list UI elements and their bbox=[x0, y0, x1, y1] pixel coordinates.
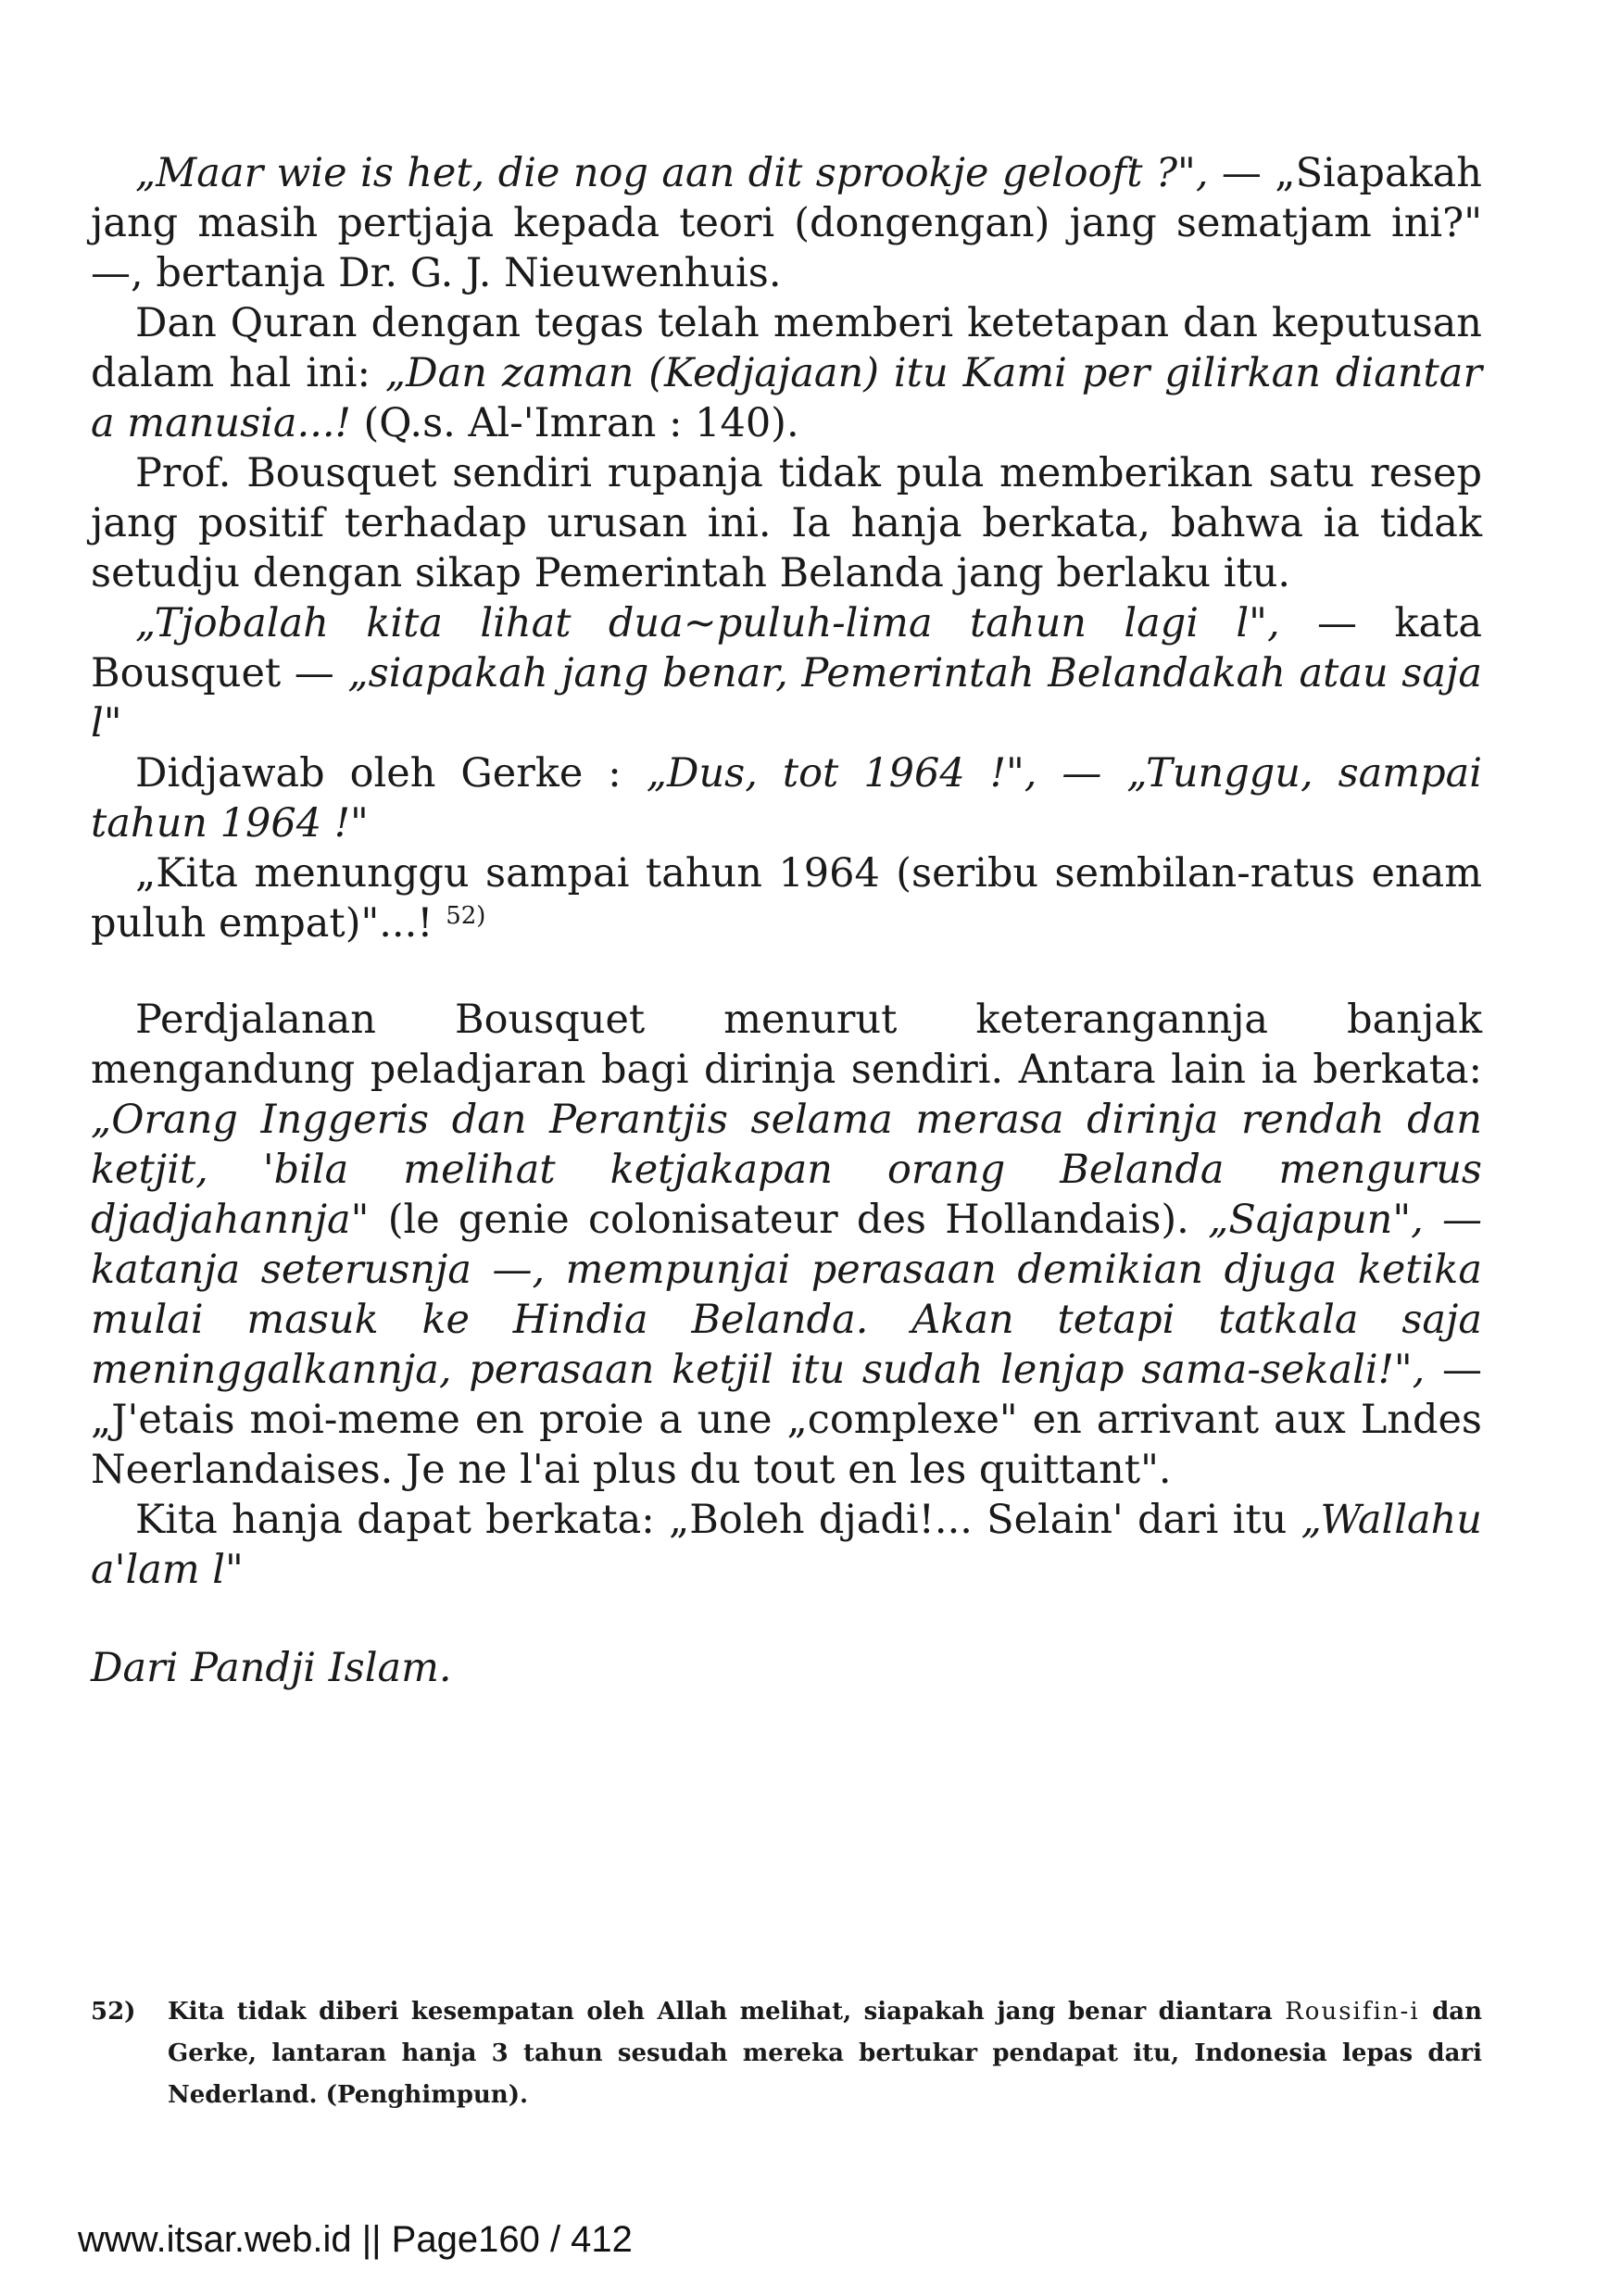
paragraph-text: (le genie colonisateur des Hollandais). bbox=[369, 1197, 1209, 1243]
paragraph-text: — „Siapakah jang masih pertjaja kepada teori (dongengan) jang sematjam ini?" —, bertanja Dr. G. J. Nieuwenhuis. bbox=[91, 150, 1482, 296]
quote-italic: „siapakah jang benar, Pemerintah Belandakah atau saja l" bbox=[91, 650, 1482, 747]
footnote-text: Kita tidak diberi kesempatan oleh Allah melihat, siapakah jang benar diantara bbox=[168, 1998, 1286, 2026]
quote-italic: „Orang Inggeris dan Perantjis selama merasa dirinja rendah dan ketjit, 'bila melihat ketjakapan orang Belanda mengurus djadjahannja" bbox=[91, 1097, 1482, 1243]
paragraph-1 bbox=[91, 148, 1482, 298]
paragraph-text: „Kita menunggu sampai tahun 1964 (seribu sembilan-ratus enam puluh empat)"...! bbox=[91, 850, 1482, 947]
quote-italic: „Tjobalah kita lihat dua~puluh-lima tahun lagi l", bbox=[135, 600, 1280, 646]
paragraph-gap bbox=[91, 948, 1482, 995]
quote-italic: „Wallahu a'lam l" bbox=[91, 1497, 1482, 1593]
quran-reference: (Q.s. Al-'Imran : 140). bbox=[350, 400, 799, 446]
footnote-reference: 52) bbox=[446, 902, 486, 930]
footnote-text: dan Gerke, lantaran hanja 3 tahun sesudah mereka bertukar pendapat itu, Indonesia lepas dari Nederland. (Penghimpun). bbox=[168, 1998, 1483, 2109]
page-body bbox=[91, 148, 1482, 1733]
source-signature: Dari Pandji Islam. bbox=[91, 1645, 452, 1691]
paragraph-6 bbox=[91, 848, 1482, 948]
paragraph-8 bbox=[91, 1495, 1482, 1595]
quote-italic: „Sajapun", — katanja seterusnja —, mempunjai perasaan demikian djuga ketika mulai masuk ke Hindia Belanda. Akan tetapi tatkala saja meninggalkannja, perasaan ketjil itu sudah lenjap sama-sekali!", bbox=[91, 1197, 1482, 1393]
paragraph-text: Kita hanja dapat berkata: „Boleh djadi!... Selain' dari itu bbox=[135, 1497, 1301, 1543]
quote-italic: „Dus, tot 1964 !", — „Tunggu, sampai tahun 1964 !" bbox=[91, 750, 1482, 847]
footnote bbox=[91, 1991, 1482, 2116]
paragraph-text: Didjawab oleh Gerke : bbox=[135, 750, 647, 797]
paragraph-text: — kata Bousquet — bbox=[91, 600, 1482, 696]
quran-quote: „Dan zaman (Kedjajaan) itu Kami per gilirkan diantar a manusia...! bbox=[91, 350, 1482, 446]
page-footer: www.itsar.web.id || Page160 / 412 bbox=[78, 2219, 633, 2260]
paragraph-2 bbox=[91, 298, 1482, 448]
paragraph-text: Prof. Bousquet sendiri rupanja tidak pula memberikan satu resep jang positif terhadap urusan ini. Ia hanja berkata, bahwa ia tidak setudju dengan sikap Pemerintah Belanda jang berlaku itu. bbox=[91, 450, 1482, 596]
paragraph-text: Dan Quran dengan tegas telah memberi ketetapan dan keputusan dalam hal ini: bbox=[91, 300, 1482, 396]
paragraph-text: Perdjalanan Bousquet menurut keterangannja banjak mengandung peladjaran bagi dirinja sendiri. Antara lain ia berkata: bbox=[91, 997, 1482, 1093]
footnote-name: Rousifin-i bbox=[1285, 1998, 1420, 2026]
paragraph-7 bbox=[91, 995, 1482, 1495]
paragraph-3 bbox=[91, 448, 1482, 598]
paragraph-4 bbox=[91, 598, 1482, 748]
paragraph-text: — „J'etais moi-meme en proie a une „complexe" en arrivant aux Lndes Neerlandaises. Je ne l'ai plus du tout en les quittant". bbox=[91, 1347, 1482, 1493]
quote-italic: „Maar wie is het, die nog aan dit sprookje gelooft ?", bbox=[135, 150, 1209, 196]
footnote-number: 52) bbox=[91, 1998, 136, 2026]
paragraph-5 bbox=[91, 748, 1482, 848]
